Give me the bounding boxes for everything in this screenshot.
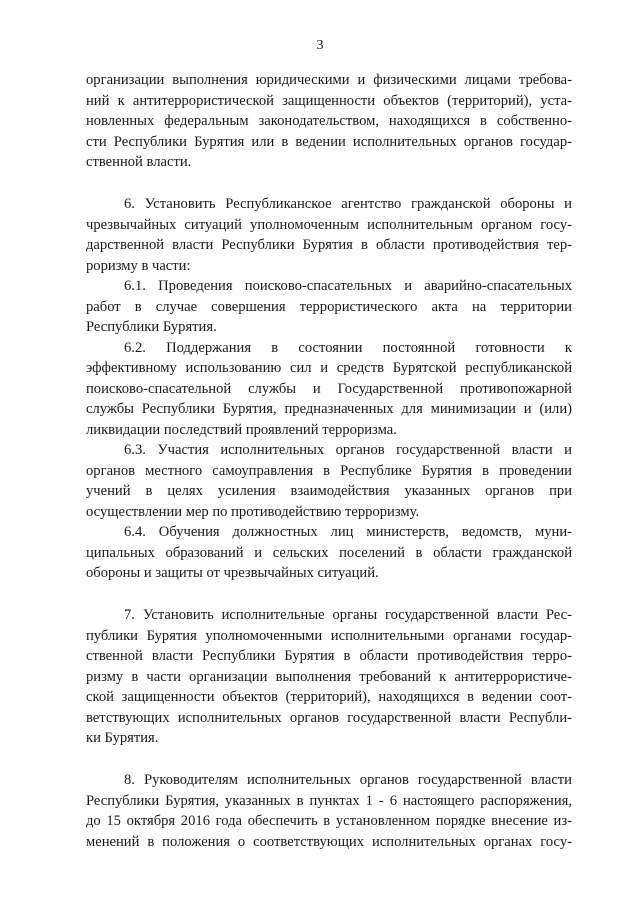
- text-line: эффективному использованию сил и средств Бурятской республиканской: [86, 360, 572, 376]
- paragraph: [86, 194, 572, 276]
- text-line: публики Бурятия уполномоченными исполнительными органами государ-: [86, 627, 572, 644]
- document-body: [86, 70, 572, 852]
- text-line: учений в целях усиления взаимодействия указанных органов при: [86, 483, 572, 499]
- paragraph: [86, 70, 572, 173]
- paragraph: [86, 276, 572, 338]
- text-line: службы Республики Бурятия, предназначенных для минимизации и (или): [86, 401, 572, 417]
- text-line: работ в случае совершения террористического акта на территории: [86, 298, 572, 315]
- paragraph: [86, 522, 572, 584]
- text-line: Республики Бурятия.: [86, 319, 217, 335]
- text-line: 6.3. Участия исполнительных органов государственной власти и: [124, 442, 572, 458]
- text-line: ликвидации последствий проявлений терроризма.: [86, 421, 397, 438]
- text-line: 6.2. Поддержания в состоянии постоянной готовности к: [124, 339, 572, 356]
- paragraph: [86, 770, 572, 852]
- text-line: менений в положения о соответствующих исполнительных органах госу-: [86, 833, 572, 850]
- text-line: ственной власти.: [86, 154, 192, 170]
- text-line: 7. Установить исполнительные органы государственной власти Рес-: [124, 607, 572, 623]
- text-line: дарственной власти Республики Бурятия в области противодействия тер-: [86, 237, 572, 253]
- text-line: ской защищенности объектов (территорий), находящихся в ведении соот-: [86, 689, 572, 705]
- paragraph: [86, 605, 572, 749]
- text-line: ветствующих исполнительных органов государственной власти Республи-: [86, 709, 572, 726]
- text-line: ний к антитеррористической защищенности объектов (территорий), уста-: [86, 92, 572, 109]
- text-line: организации выполнения юридическими и физическими лицами требова-: [86, 72, 572, 88]
- text-line: новленных федеральным законодательством, находящихся в собственно-: [86, 113, 572, 129]
- paragraph-gap: [86, 584, 572, 606]
- text-line: Республики Бурятия, указанных в пунктах 1 - 6 настоящего распоряжения,: [86, 792, 572, 809]
- text-line: ризму в части организации выполнения требований к антитеррористиче-: [86, 668, 572, 685]
- text-line: 6. Установить Республиканское агентство гражданской обороны и: [124, 196, 572, 212]
- text-line: осуществлении мер по противодействию терроризму.: [86, 503, 420, 520]
- text-line: 6.4. Обучения должностных лиц министерств, ведомств, муни-: [124, 524, 572, 540]
- page-number: 3: [316, 38, 324, 53]
- text-line: 8. Руководителям исполнительных органов государственной власти: [124, 772, 572, 788]
- text-line: ципальных образований и сельских поселений в области гражданской: [86, 544, 572, 561]
- paragraph: [86, 440, 572, 522]
- text-line: ственной власти Республики Бурятия в области противодействия терро-: [86, 648, 572, 664]
- text-line: ки Бурятия.: [86, 730, 159, 746]
- paragraph: [86, 338, 572, 441]
- text-line: 6.1. Проведения поисково-спасательных и аварийно-спасательных: [124, 278, 572, 294]
- text-line: сти Республики Бурятия или в ведении исполнительных органов государ-: [86, 133, 572, 150]
- text-line: поисково-спасательной службы и Государственной противопожарной: [86, 380, 572, 397]
- text-line: роризму в части:: [86, 257, 191, 274]
- text-line: органов местного самоуправления в Республике Бурятия в проведении: [86, 462, 572, 479]
- text-line: обороны и защиты от чрезвычайных ситуаций.: [86, 565, 379, 581]
- paragraph-gap: [86, 749, 572, 771]
- text-line: до 15 октября 2016 года обеспечить в установленном порядке внесение из-: [86, 813, 572, 829]
- text-line: чрезвычайных ситуаций уполномоченным исполнительным органом госу-: [86, 216, 572, 233]
- paragraph-gap: [86, 173, 572, 195]
